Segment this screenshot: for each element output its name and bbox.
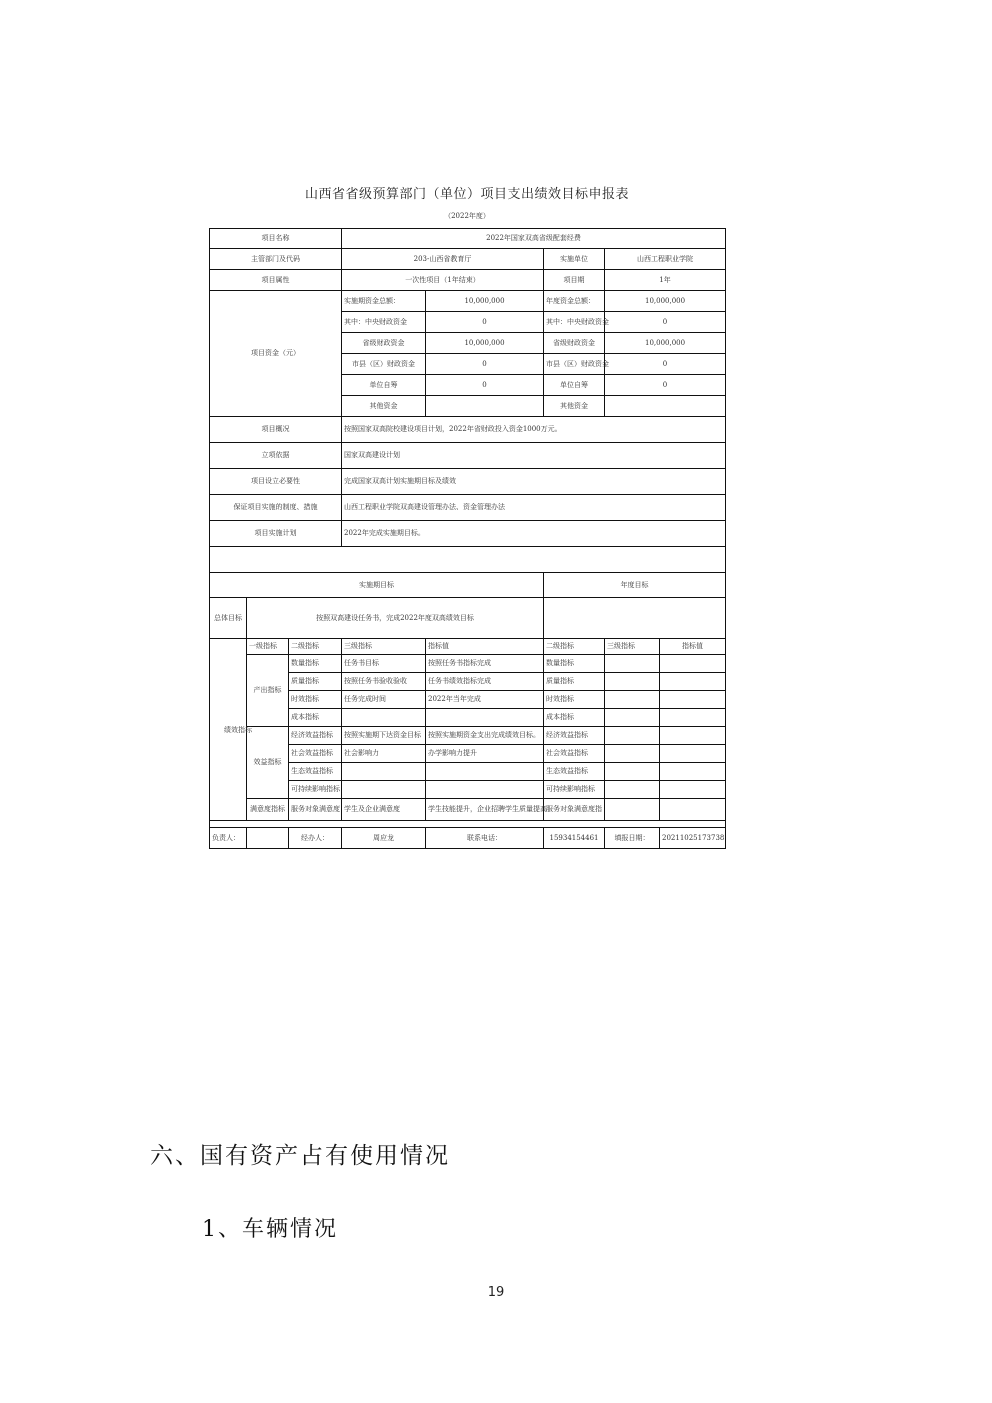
indicator-level2: 生态效益指标 — [289, 763, 342, 781]
row-department — [210, 249, 726, 270]
indicator-value: 学生技能提升，企业招聘学生质量提高 — [426, 799, 544, 821]
row-basis — [210, 443, 726, 469]
indicator-value — [426, 763, 544, 781]
indicator-level2: 时效指标 — [289, 691, 342, 709]
indicator-row — [210, 727, 726, 745]
funds-value-1: 10,000,000 — [426, 333, 544, 354]
overall-goal-label: 总体目标 — [210, 598, 247, 639]
indicator-level3 — [342, 781, 426, 799]
period-label: 项目期 — [544, 270, 605, 291]
benefit-indicator-label: 效益指标 — [247, 727, 289, 799]
attr-label: 项目属性 — [210, 270, 342, 291]
annual-indicator-level2: 质量指标 — [544, 673, 605, 691]
indicator-level2: 经济效益指标 — [289, 727, 342, 745]
date-value: 20211025173738 — [660, 828, 726, 849]
funds-value-2 — [605, 396, 726, 417]
annual-indicator-value — [660, 781, 726, 799]
row-indicator-headers — [210, 639, 726, 655]
unit-value: 山西工程职业学院 — [605, 249, 726, 270]
header-annual-level3: 三级指标 — [605, 639, 660, 655]
funds-value-2: 10,000,000 — [605, 333, 726, 354]
annual-indicator-level2: 数量指标 — [544, 655, 605, 673]
funds-label-1: 市县（区）财政资金 — [342, 354, 426, 375]
funds-value-2: 0 — [605, 312, 726, 333]
section-subheading: 1、车辆情况 — [202, 1217, 338, 1242]
row-plan — [210, 521, 726, 547]
funds-label-1: 单位自筹 — [342, 375, 426, 396]
leader-label: 负责人： — [210, 828, 247, 849]
annual-indicator-level2: 经济效益指标 — [544, 727, 605, 745]
annual-indicator-level3 — [605, 781, 660, 799]
funds-value-1: 0 — [426, 312, 544, 333]
row-goal-headers — [210, 573, 726, 598]
annual-indicator-level3 — [605, 655, 660, 673]
indicator-value: 按照任务书指标完成 — [426, 655, 544, 673]
indicator-level3: 社会影响力 — [342, 745, 426, 763]
row-footer — [210, 828, 726, 849]
form-title: 山西省省级预算部门（单位）项目支出绩效目标申报表 — [304, 187, 629, 202]
leader-value — [247, 828, 289, 849]
plan-value: 2022年完成实施期目标。 — [342, 521, 726, 547]
row-blank — [210, 547, 726, 573]
annual-indicator-value — [660, 763, 726, 781]
indicator-level2: 服务对象满意度 — [289, 799, 342, 821]
annual-indicator-level2: 服务对象满意度指 — [544, 799, 605, 821]
annual-indicator-value — [660, 673, 726, 691]
header-annual-value: 指标值 — [660, 639, 726, 655]
basis-label: 立项依据 — [210, 443, 342, 469]
basis-value: 国家双高建设计划 — [342, 443, 726, 469]
funds-label-2: 其他资金 — [544, 396, 605, 417]
indicator-side-label: 绩效指标 — [210, 639, 247, 821]
row-overview — [210, 417, 726, 443]
funds-value-2: 0 — [605, 354, 726, 375]
indicator-value: 任务书绩效指标完成 — [426, 673, 544, 691]
row-funds-0 — [210, 291, 726, 312]
funds-value-1: 0 — [426, 354, 544, 375]
annual-indicator-level2: 生态效益指标 — [544, 763, 605, 781]
performance-goal-table — [209, 228, 726, 849]
indicator-value — [426, 781, 544, 799]
indicator-row — [210, 799, 726, 821]
annual-indicator-value — [660, 745, 726, 763]
header-level2: 二级指标 — [289, 639, 342, 655]
row-measures — [210, 495, 726, 521]
annual-indicator-level2: 时效指标 — [544, 691, 605, 709]
satisfaction-indicator-label: 满意度指标 — [247, 799, 289, 821]
necessity-value: 完成国家双高计划实施期目标及绩效 — [342, 469, 726, 495]
annual-goal-label: 年度目标 — [544, 573, 726, 598]
attr-value: 一次性项目（1年结束） — [342, 270, 544, 291]
annual-indicator-level3 — [605, 727, 660, 745]
row-spacer — [210, 821, 726, 828]
annual-indicator-value — [660, 799, 726, 821]
annual-indicator-level3 — [605, 799, 660, 821]
indicator-level3 — [342, 763, 426, 781]
funds-value-2: 10,000,000 — [605, 291, 726, 312]
funds-label-2: 省级财政资金 — [544, 333, 605, 354]
indicator-row — [210, 655, 726, 673]
period-value: 1年 — [605, 270, 726, 291]
funds-label-1: 省级财政资金 — [342, 333, 426, 354]
annual-indicator-level3 — [605, 673, 660, 691]
overall-goal-annual — [544, 598, 726, 639]
overview-value: 按照国家双高院校建设项目计划，2022年省财政投入资金1000万元。 — [342, 417, 726, 443]
annual-indicator-level2: 社会效益指标 — [544, 745, 605, 763]
annual-indicator-value — [660, 727, 726, 745]
row-project-name — [210, 229, 726, 249]
funds-label-2: 年度资金总额： — [544, 291, 605, 312]
annual-indicator-level2: 成本指标 — [544, 709, 605, 727]
indicator-value: 按照实施期资金支出完成绩效目标。 — [426, 727, 544, 745]
funds-value-1: 10,000,000 — [426, 291, 544, 312]
funds-label: 项目资金（元） — [210, 291, 342, 417]
dept-value: 203-山西省教育厅 — [342, 249, 544, 270]
handler-label: 经办人： — [289, 828, 342, 849]
section-heading: 六、国有资产占有使用情况 — [150, 1143, 450, 1169]
necessity-label: 项目设立必要性 — [210, 469, 342, 495]
dept-label: 主管部门及代码 — [210, 249, 342, 270]
handler-value: 周应龙 — [342, 828, 426, 849]
annual-indicator-level3 — [605, 691, 660, 709]
date-label: 填报日期： — [605, 828, 660, 849]
indicator-level2: 质量指标 — [289, 673, 342, 691]
measures-label: 保证项目实施的制度、措施 — [210, 495, 342, 521]
spacer-cell — [210, 821, 726, 828]
indicator-level3: 按照实施期下达资金目标 — [342, 727, 426, 745]
page-number: 19 — [487, 1285, 505, 1300]
funds-label-1: 其中：中央财政资金 — [342, 312, 426, 333]
form-year: （2022年度） — [444, 212, 490, 220]
header-value: 指标值 — [426, 639, 544, 655]
indicator-value: 2022年当年完成 — [426, 691, 544, 709]
funds-value-1 — [426, 396, 544, 417]
indicator-value: 办学影响力提升 — [426, 745, 544, 763]
output-indicator-label: 产出指标 — [247, 655, 289, 727]
overall-goal-text: 按照双高建设任务书，完成2022年度双高绩效目标 — [247, 598, 544, 639]
annual-indicator-value — [660, 691, 726, 709]
annual-indicator-level3 — [605, 763, 660, 781]
phone-label: 联系电话： — [426, 828, 544, 849]
phone-value: 15934154461 — [544, 828, 605, 849]
indicator-level3: 任务完成时间 — [342, 691, 426, 709]
plan-label: 项目实施计划 — [210, 521, 342, 547]
indicator-level2: 可持续影响指标 — [289, 781, 342, 799]
row-necessity — [210, 469, 726, 495]
annual-indicator-level3 — [605, 709, 660, 727]
indicator-level2: 数量指标 — [289, 655, 342, 673]
indicator-value — [426, 709, 544, 727]
funds-label-1: 实施期资金总额： — [342, 291, 426, 312]
annual-indicator-level2: 可持续影响指标 — [544, 781, 605, 799]
indicator-level2: 社会效益指标 — [289, 745, 342, 763]
row-overall-goal — [210, 598, 726, 639]
annual-indicator-value — [660, 655, 726, 673]
impl-goal-label: 实施期目标 — [210, 573, 544, 598]
indicator-level3: 任务书目标 — [342, 655, 426, 673]
indicator-level3: 按照任务书验收验收 — [342, 673, 426, 691]
indicator-level2: 成本指标 — [289, 709, 342, 727]
annual-indicator-value — [660, 709, 726, 727]
header-level1: 一级指标 — [247, 639, 289, 655]
funds-label-2: 单位自筹 — [544, 375, 605, 396]
funds-value-2: 0 — [605, 375, 726, 396]
funds-label-2: 市县（区）财政资金 — [544, 354, 605, 375]
unit-label: 实施单位 — [544, 249, 605, 270]
row-attribute — [210, 270, 726, 291]
indicator-level3: 学生及企业满意度 — [342, 799, 426, 821]
header-annual-level2: 二级指标 — [544, 639, 605, 655]
project-name-label: 项目名称 — [210, 229, 342, 249]
funds-value-1: 0 — [426, 375, 544, 396]
indicator-level3 — [342, 709, 426, 727]
header-level3: 三级指标 — [342, 639, 426, 655]
project-name-value: 2022年国家双高省级配套经费 — [342, 229, 726, 249]
blank-row — [210, 547, 726, 573]
overview-label: 项目概况 — [210, 417, 342, 443]
annual-indicator-level3 — [605, 745, 660, 763]
funds-label-2: 其中：中央财政资金 — [544, 312, 605, 333]
measures-value: 山西工程职业学院双高建设管理办法、资金管理办法 — [342, 495, 726, 521]
funds-label-1: 其他资金 — [342, 396, 426, 417]
